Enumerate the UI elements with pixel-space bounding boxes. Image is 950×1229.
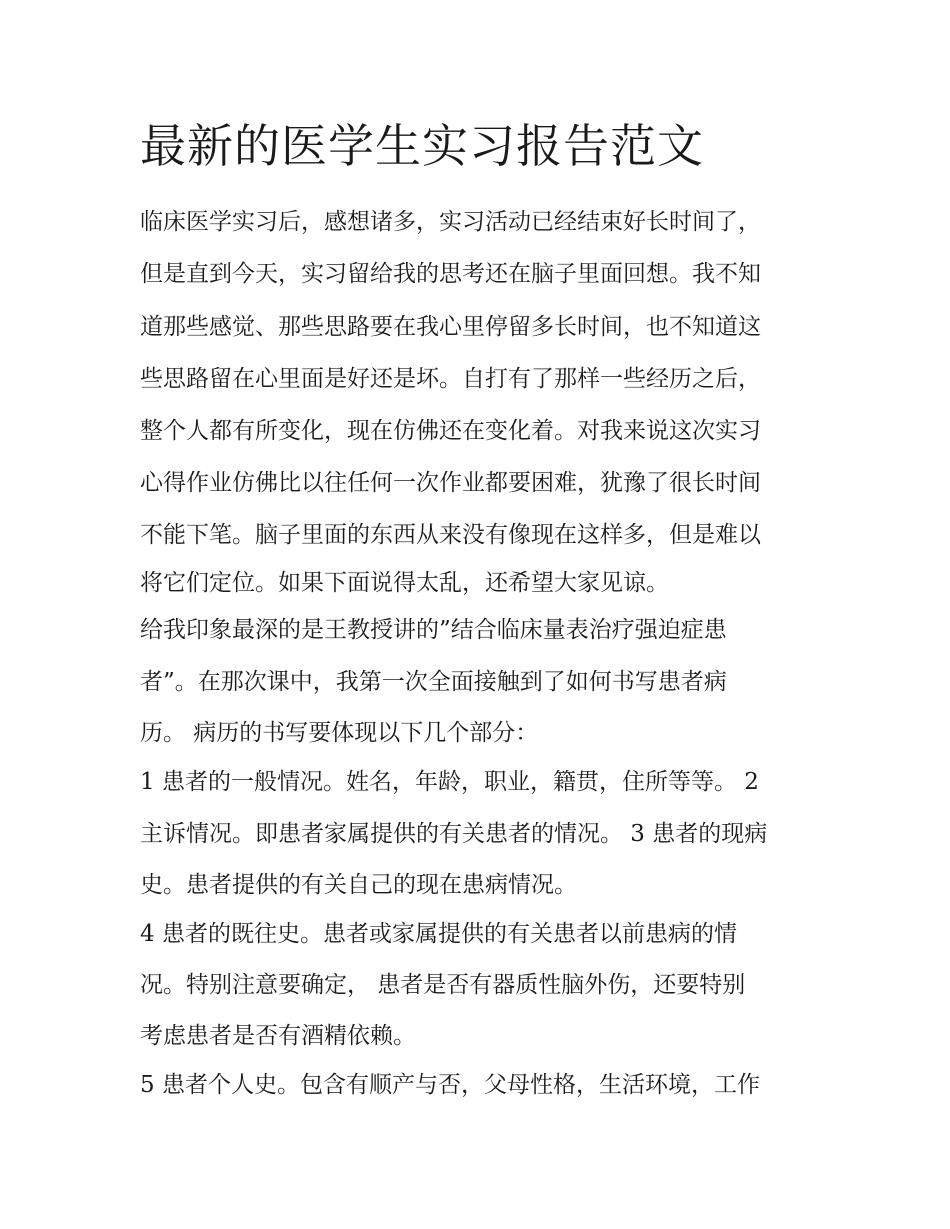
text-line: 给我印象最深的是王教授讲的”结合临床量表治疗强迫症患 xyxy=(140,617,727,643)
text-line: 整个人都有所变化，现在仿佛还在变化着。对我来说这次实习 xyxy=(140,418,761,444)
text-line: 将它们定位。如果下面说得太乱，还希望大家见谅。 xyxy=(140,570,669,596)
text-line: 5 患者个人史。包含有顺产与否，父母性格，生活环境，工作 xyxy=(140,1072,760,1098)
text-line: 考虑患者是否有酒精依赖。 xyxy=(140,1023,416,1049)
text-line: 不能下笔。脑子里面的东西从来没有像现在这样多，但是难以 xyxy=(140,522,761,548)
text-line: 主诉情况。即患者家属提供的有关患者的情况。 3 患者的现病 xyxy=(140,821,768,847)
text-line: 况。特别注意要确定， 患者是否有器质性脑外伤，还要特别 xyxy=(140,972,746,998)
text-line: 道那些感觉、那些思路要在我心里停留多长时间，也不知道这 xyxy=(140,314,761,340)
text-line: 4 患者的既往史。患者或家属提供的有关患者以前患病的情 xyxy=(140,921,737,947)
text-line: 心得作业仿佛比以往任何一次作业都要困难，犹豫了很长时间 xyxy=(140,470,761,496)
text-line: 但是直到今天，实习留给我的思考还在脑子里面回想。我不知 xyxy=(140,261,761,287)
text-line: 史。患者提供的有关自己的现在患病情况。 xyxy=(140,872,577,898)
text-line: 些思路留在心里面是好还是坏。自打有了那样一些经历之后， xyxy=(140,366,761,392)
text-line: 历。 病历的书写要体现以下几个部分： xyxy=(140,720,539,746)
text-line: 1 患者的一般情况。姓名，年龄，职业，籍贯，住所等等。 2 xyxy=(140,769,759,795)
page-title: 最新的医学生实习报告范文 xyxy=(140,119,704,173)
text-line: 者”。在那次课中，我第一次全面接触到了如何书写患者病 xyxy=(140,669,727,695)
text-line: 临床医学实习后，感想诸多，实习活动已经结束好长时间了， xyxy=(140,209,761,235)
